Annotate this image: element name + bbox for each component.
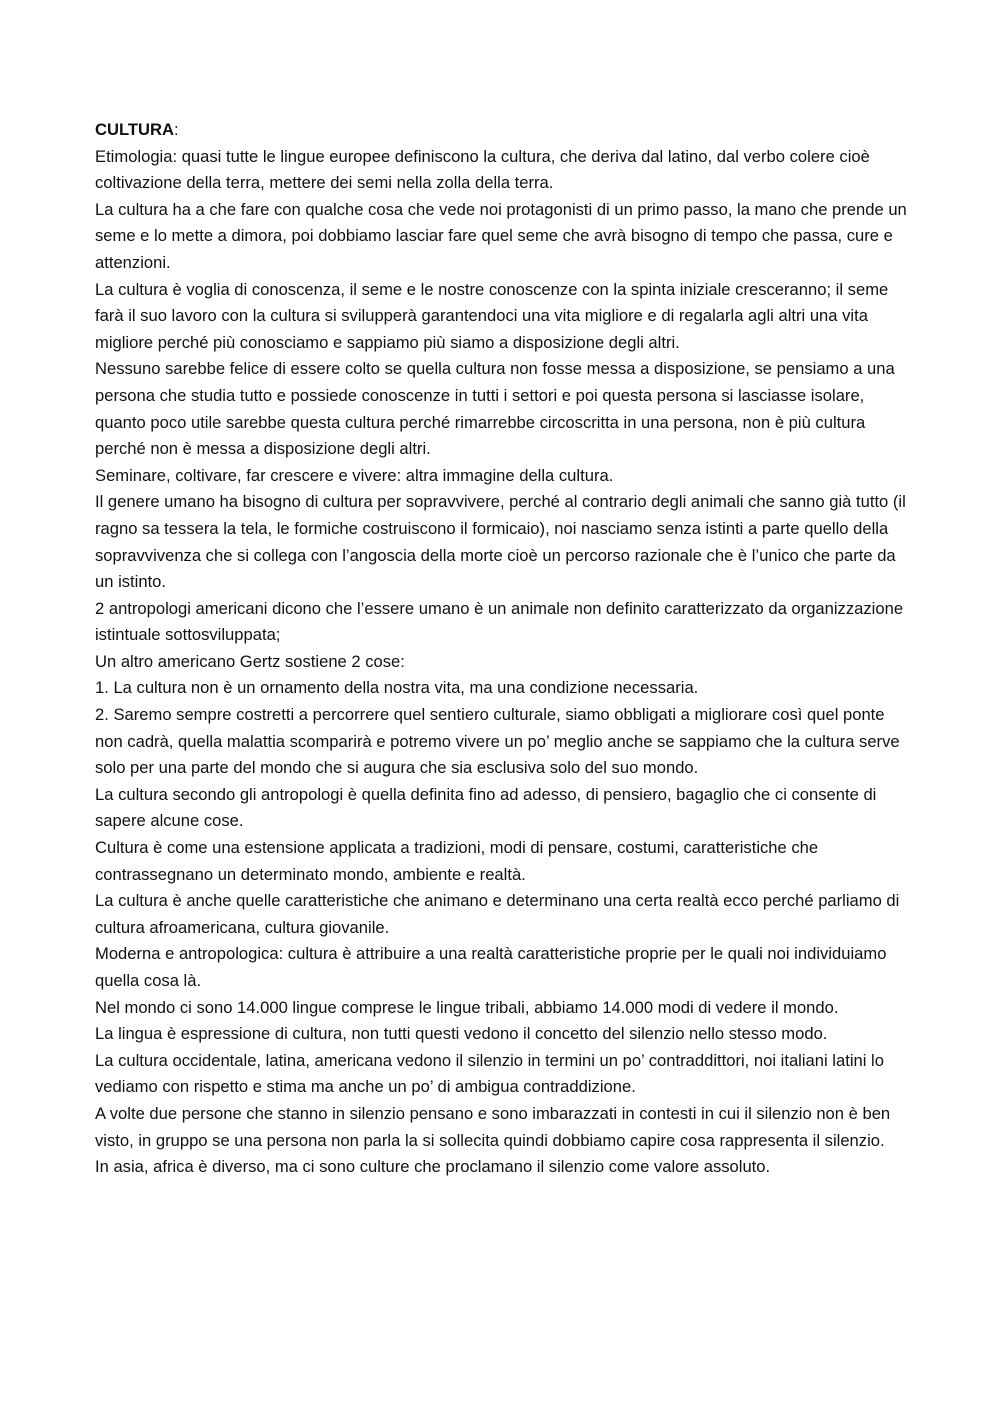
paragraph-primo-passo: La cultura ha a che fare con qualche cosa che vede noi protagonisti di un primo passo, la mano che prende un seme e lo mette a dimora, poi dobbiamo lasciar fare quel seme che avrà bisogno di tempo che passa, cure e attenzioni. [95,199,907,272]
paragraph-lingua-espressione: La lingua è espressione di cultura, non tutti questi vedono il concetto del silenzio nello stesso modo. [95,1024,828,1044]
paragraph-antropologi: 2 antropologi americani dicono che l’essere umano è un animale non definito caratterizzato da organizzazione istintuale sottosviluppata; [95,598,904,645]
paragraph-gertz: Un altro americano Gertz sostiene 2 cose: [95,651,405,671]
paragraph-conoscenza: La cultura è voglia di conoscenza, il seme e le nostre conoscenze con la spinta iniziale cresceranno; il seme farà il suo lavoro con la cultura si svilupperà garantendoci una vita migliore e di regalarla agli altri una vita migliore perché più conosciamo e sappiamo più siamo a disposizione degli altri. [95,279,889,352]
paragraph-asia-africa: In asia, africa è diverso, ma ci sono culture che proclamano il silenzio come valore assoluto. [95,1157,771,1177]
paragraph-disposizione: Nessuno sarebbe felice di essere colto se quella cultura non fosse messa a disposizione, se pensiamo a una persona che studia tutto e possiede conoscenze in tutti i settori e poi questa persona si lasciasse isolare, quanto poco utile sarebbe questa cultura perché rimarrebbe circoscritta in una persona, non è più cultura perché non è messa a disposizione degli altri. [95,359,895,459]
document-heading [95,117,915,144]
paragraph-lingue: Nel mondo ci sono 14.000 lingue comprese le lingue tribali, abbiamo 14.000 modi di vedere il mondo. [95,997,839,1017]
paragraph-seminare: Seminare, coltivare, far crescere e vivere: altra immagine della cultura. [95,465,614,485]
list-item-2: 2. Saremo sempre costretti a percorrere quel sentiero culturale, siamo obbligati a migliorare così quel ponte non cadrà, quella malattia scomparirà e potremo vivere un po’ meglio anche se sappiamo che la cultura serve solo per una parte del mondo che si augura che sia esclusiva solo del suo mondo. [95,705,900,778]
paragraph-silenzio-imbarazzo: A volte due persone che stanno in silenzio pensano e sono imbarazzati in contesti in cui il silenzio non è ben visto, in gruppo se una persona non parla la si sollecita quindi dobbiamo capire cosa rappresenta il silenzio. [95,1103,891,1150]
paragraph-moderna: Moderna e antropologica: cultura è attribuire a una realtà caratteristiche proprie per le quali noi individuiamo quella cosa là. [95,944,887,990]
document-page [95,117,915,1181]
title-colon: : [173,120,179,139]
list-item-1: 1. La cultura non è un ornamento della nostra vita, ma una condizione necessaria. [95,678,699,698]
paragraph-genere-umano: Il genere umano ha bisogno di cultura per sopravvivere, perché al contrario degli animali che sanno già tutto (il ragno sa tessera la tela, le formiche costruiscono il formicaio), noi nasciamo senza istinti a parte quello della sopravvivenza che si collega con l’angoscia della morte cioè un percorso razionale che è l’unico che parte da un istinto. [95,492,906,592]
paragraph-estensione: Cultura è come una estensione applicata a tradizioni, modi di pensare, costumi, caratteristiche che contrassegnano un determinato mondo, ambiente e realtà. [95,838,819,884]
document-title: CULTURA [95,120,174,139]
paragraph-cultura-occidentale: La cultura occidentale, latina, americana vedono il silenzio in termini un po’ contraddittori, noi italiani latini lo vediamo con rispetto e stima ma anche un po’ di ambigua contraddizione. [95,1050,884,1097]
paragraph-antropologi-definizione: La cultura secondo gli antropologi è quella definita fino ad adesso, di pensiero, bagaglio che ci consente di sapere alcune cose. [95,784,877,831]
paragraph-etimologia: Etimologia: quasi tutte le lingue europee definiscono la cultura, che deriva dal latino, dal verbo colere cioè coltivazione della terra, mettere dei semi nella zolla della terra. [95,146,870,193]
paragraph-caratteristiche: La cultura è anche quelle caratteristiche che animano e determinano una certa realtà ecco perché parliamo di cultura afroamericana, cultura giovanile. [95,891,900,937]
